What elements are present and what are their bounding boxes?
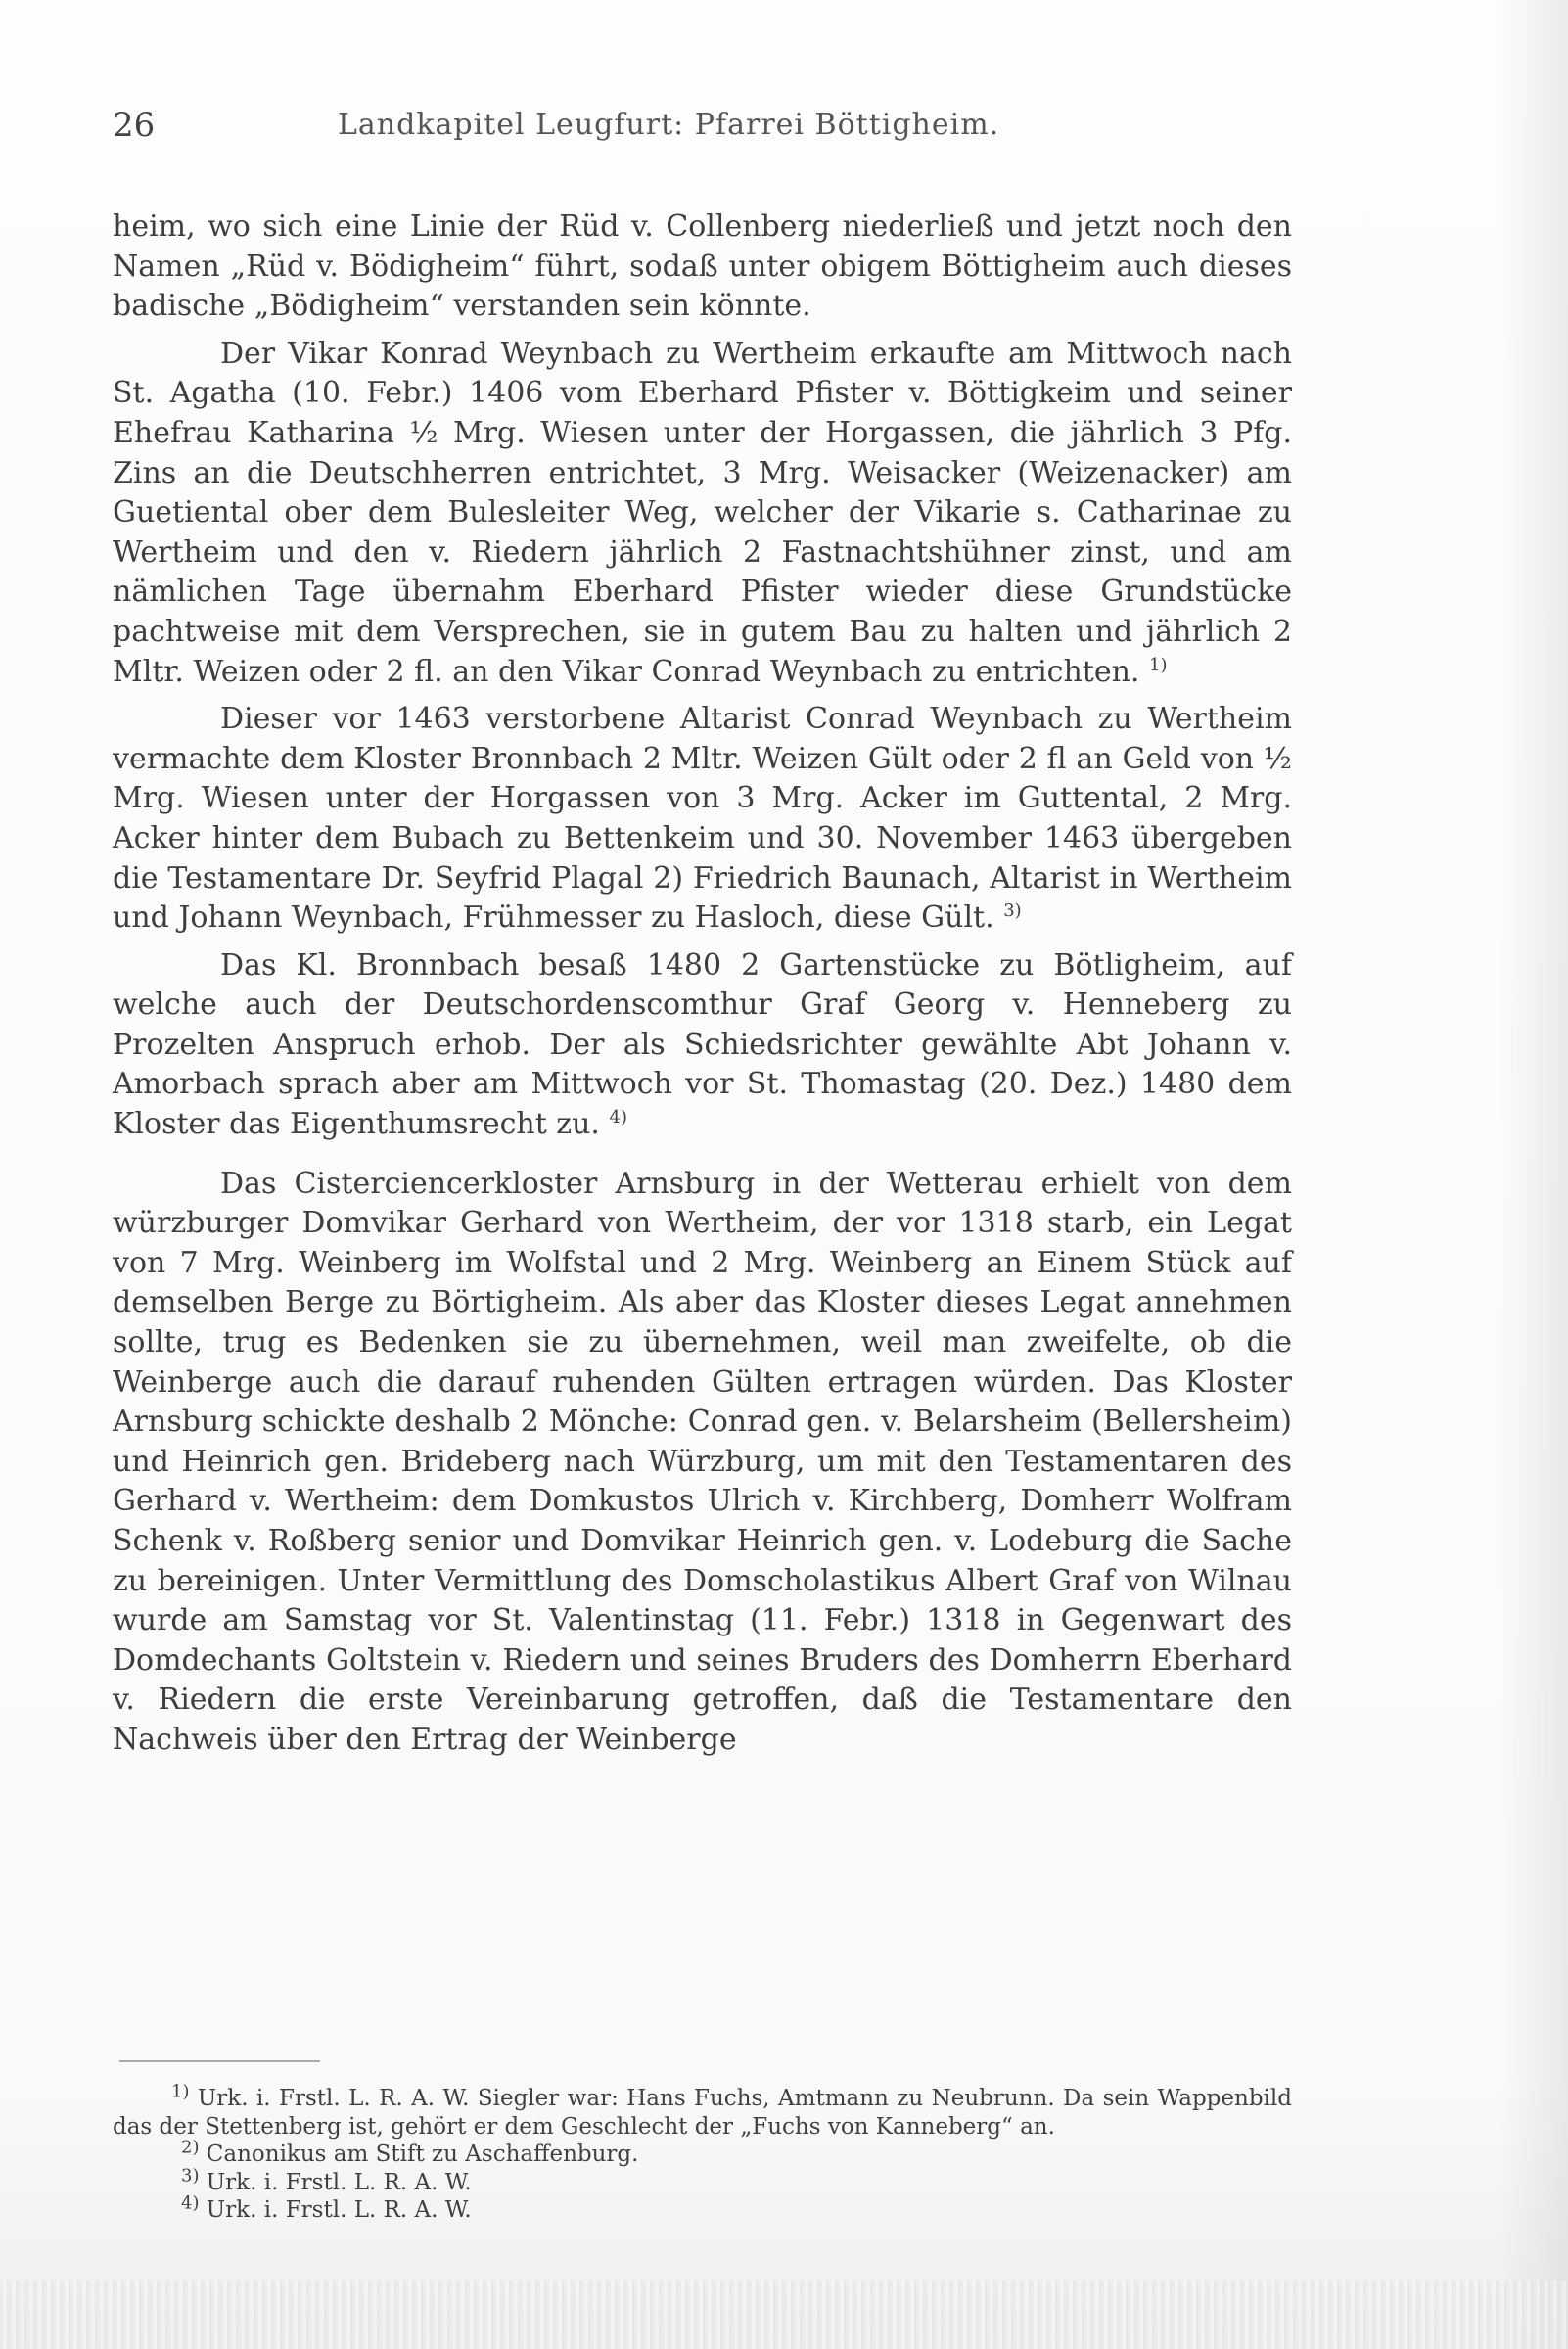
paragraph-text: Der Vikar Konrad Weynbach zu Wertheim erkaufte am Mittwoch nach St. Agatha (10. Febr.) 1406 vom Eberhard Pfister v. Böttigkeim und seiner Ehefrau Katharina ½ Mrg. Wiesen unter der Horgassen, die jährlich 3 Pfg. Zins an die Deutschherren entrichtet, 3 Mrg. Weisacker (Weizenacker) am Guetiental ober dem Bulesleiter Weg, welcher der Vikarie s. Catharinae zu Wertheim und den v. Riedern jährlich 2 Fastnachtshühner zinst, und am nämlichen Tage übernahm Eberhard Pfister wieder diese Grundstücke pachtweise mit dem Versprechen, sie in gutem Bau zu halten und jährlich 2 Mltr. Weizen oder 2 fl. an den Vikar Conrad Weynbach zu entrichten. <box>113 336 1292 689</box>
footnote-text: Canonikus am Stift zu Aschaffenburg. <box>206 2142 639 2167</box>
paragraph-text: Dieser vor 1463 verstorbene Altarist Conrad Weynbach zu Wertheim vermachte dem Kloster Bronnbach 2 Mltr. Weizen Gült oder 2 fl an Geld von ½ Mrg. Wiesen unter der Horgassen von 3 Mrg. Acker im Guttental, 2 Mrg. Acker hinter dem Bubach zu Bettenkeim und 30. November 1463 übergeben die Testamentare Dr. Seyfrid Plagal 2) Friedrich Baunach, Altarist in Wertheim und Johann Weynbach, Frühmesser zu Hasloch, diese Gült. <box>113 702 1292 936</box>
footnote-mark: 3) <box>181 2164 200 2186</box>
footnote <box>113 2164 1292 2197</box>
footnote-ref: 4) <box>609 1107 627 1128</box>
paragraph-text: Das Kl. Bronnbach besaß 1480 2 Gartenstücke zu Bötligheim, auf welche auch der Deutschordenscomthur Graf Georg v. Henneberg zu Prozelten Anspruch erhob. Der als Schiedsrichter gewählte Abt Johann v. Amorbach sprach aber am Mittwoch vor St. Thomastag (20. Dez.) 1480 dem Kloster das Eigenthumsrecht zu. <box>113 947 1292 1142</box>
footnote-mark: 2) <box>181 2137 200 2158</box>
paragraph <box>113 335 1292 692</box>
page-edge-shadow <box>1499 0 1568 2349</box>
footnotes <box>113 2081 1292 2225</box>
footnote <box>113 2081 1292 2141</box>
running-title: Landkapitel Leugfurt: Pfarrei Böttigheim. <box>338 108 1000 142</box>
scan-bottom-artifact <box>0 2280 1568 2349</box>
footnote-text: Urk. i. Frstl. L. R. A. W. Siegler war: Hans Fuchs, Amtmann zu Neubrunn. Da sein Wappenbild das der Stettenberg ist, gehört er dem Geschlecht der „Fuchs von Kanneberg“ an. <box>113 2086 1292 2140</box>
paragraph-text: heim, wo sich eine Linie der Rüd v. Collenberg niederließ und jetzt noch den Namen „Rüd v. Bödigheim“ führt, sodaß unter obigem Böttigheim auch dieses badische „Bödigheim“ verstanden sein könnte. <box>113 209 1292 324</box>
page-header <box>113 106 1292 149</box>
paragraph <box>113 946 1292 1145</box>
body-text <box>113 207 1292 1761</box>
page-number: 26 <box>113 106 156 145</box>
paragraph <box>113 700 1292 939</box>
footnote-text: Urk. i. Frstl. L. R. A. W. <box>206 2169 472 2195</box>
footnote-ref: 1) <box>1149 654 1168 675</box>
footnote <box>113 2137 1292 2169</box>
paragraph <box>113 1165 1292 1761</box>
footnote-mark: 1) <box>171 2081 190 2102</box>
footnote-text: Urk. i. Frstl. L. R. A. W. <box>206 2197 472 2223</box>
footnote-separator <box>119 2060 320 2062</box>
footnote <box>113 2192 1292 2225</box>
footnote-ref: 3) <box>1003 900 1022 922</box>
footnote-mark: 4) <box>181 2192 200 2214</box>
paragraph-text: Das Cisterciencerkloster Arnsburg in der Wetterau erhielt von dem würzburger Domvikar Gerhard von Wertheim, der vor 1318 starb, ein Legat von 7 Mrg. Weinberg im Wolfstal und 2 Mrg. Weinberg an Einem Stück auf demselben Berge zu Börtigheim. Als aber das Kloster dieses Legat annehmen sollte, trug es Bedenken sie zu übernehmen, weil man zweifelte, ob die Weinberge auch die darauf ruhenden Gülten ertragen würden. Das Kloster Arnsburg schickte deshalb 2 Mönche: Conrad gen. v. Belarsheim (Bellersheim) und Heinrich gen. Brideberg nach Würzburg, um mit den Testamentaren des Gerhard v. Wertheim: dem Domkustos Ulrich v. Kirchberg, Domherr Wolfram Schenk v. Roßberg senior und Domvikar Heinrich gen. v. Lodeburg die Sache zu bereinigen. Unter Vermittlung des Domscholastikus Albert Graf von Wilnau wurde am Samstag vor St. Valentinstag (11. Febr.) 1318 in Gegenwart des Domdechants Goltstein v. Riedern und seines Bruders des Domherrn Eberhard v. Riedern die erste Vereinbarung getroffen, daß die Testamentare den Nachweis über den Ertrag der Weinberge <box>113 1166 1292 1757</box>
paragraph <box>113 207 1292 327</box>
